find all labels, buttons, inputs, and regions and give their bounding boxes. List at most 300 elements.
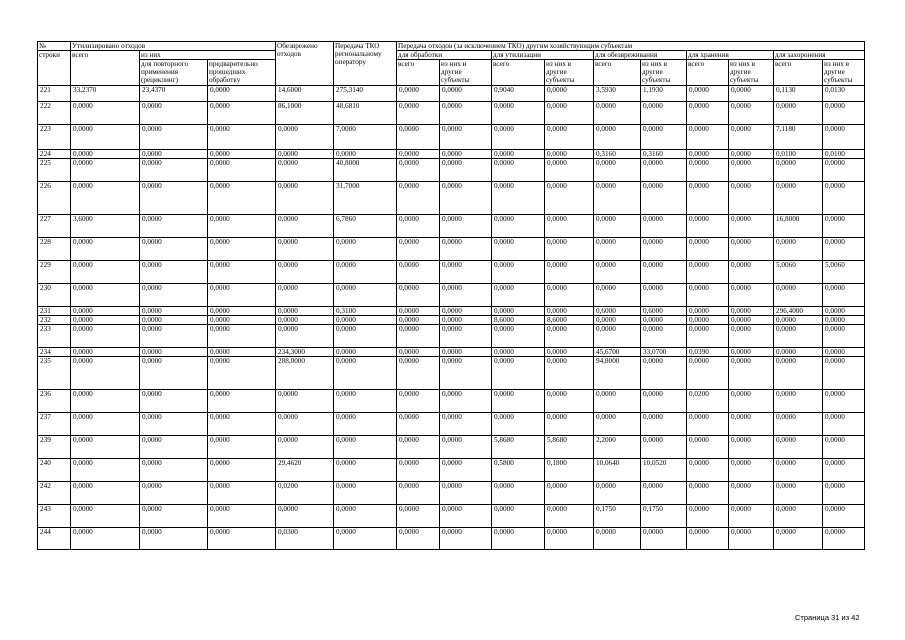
value-cell: 0,0000 — [594, 325, 641, 348]
value-cell: 0,0000 — [492, 159, 545, 182]
value-cell: 8,6000 — [545, 316, 594, 325]
value-cell: 0,0000 — [823, 348, 865, 357]
value-cell: 0,0000 — [334, 357, 397, 390]
value-cell: 0,0000 — [71, 125, 140, 150]
value-cell: 0,0000 — [492, 413, 545, 436]
table-row — [38, 390, 865, 413]
value-cell: 0,0000 — [276, 307, 334, 316]
value-cell: 0,0000 — [492, 261, 545, 284]
value-cell: 0,0000 — [774, 436, 823, 459]
value-cell: 0,0000 — [687, 261, 729, 284]
value-cell: 5,0060 — [823, 261, 865, 284]
value-cell: 0,0000 — [397, 436, 440, 459]
value-cell: 0,0000 — [208, 102, 276, 125]
value-cell: 0,0000 — [774, 459, 823, 482]
header-processing-of: из них и другие субъекты — [440, 60, 492, 86]
value-cell: 0,0000 — [774, 413, 823, 436]
value-cell: 0,0000 — [334, 238, 397, 261]
row-code-cell: 223 — [38, 125, 71, 150]
value-cell: 0,0000 — [208, 238, 276, 261]
value-cell: 0,0000 — [71, 390, 140, 413]
value-cell: 296,4000 — [774, 307, 823, 316]
value-cell: 0,0000 — [276, 182, 334, 215]
value-cell: 33,0700 — [641, 348, 687, 357]
value-cell: 0,0000 — [641, 325, 687, 348]
value-cell: 0,0000 — [208, 86, 276, 102]
value-cell: 0,0000 — [545, 238, 594, 261]
value-cell: 0,0000 — [641, 390, 687, 413]
value-cell: 0,0000 — [440, 238, 492, 261]
value-cell: 0,0000 — [729, 215, 774, 238]
value-cell: 0,0000 — [594, 482, 641, 505]
value-cell: 0,0000 — [729, 159, 774, 182]
value-cell: 0,0000 — [71, 357, 140, 390]
value-cell: 0,0000 — [397, 215, 440, 238]
table-row — [38, 159, 865, 182]
table-row — [38, 182, 865, 215]
value-cell: 0,0000 — [208, 413, 276, 436]
value-cell: 0,0000 — [397, 159, 440, 182]
value-cell: 0,0000 — [276, 325, 334, 348]
value-cell: 0,0000 — [140, 307, 208, 316]
value-cell: 0,0000 — [140, 528, 208, 550]
value-cell: 0,0000 — [774, 238, 823, 261]
value-cell: 0,0000 — [687, 482, 729, 505]
value-cell: 0,0000 — [71, 528, 140, 550]
value-cell: 0,0000 — [440, 316, 492, 325]
table-row — [38, 459, 865, 482]
value-cell: 0,0000 — [397, 357, 440, 390]
value-cell: 0,0000 — [687, 325, 729, 348]
value-cell: 275,3140 — [334, 86, 397, 102]
value-cell: 0,0000 — [276, 413, 334, 436]
value-cell: 0,0000 — [492, 182, 545, 215]
value-cell: 0,0000 — [687, 182, 729, 215]
value-cell: 0,0000 — [276, 505, 334, 528]
value-cell: 0,0000 — [641, 436, 687, 459]
value-cell: 0,0000 — [208, 436, 276, 459]
value-cell: 0,0000 — [729, 238, 774, 261]
value-cell: 0,0000 — [208, 307, 276, 316]
header-neutralized: Обезврежено отходов — [276, 42, 334, 86]
value-cell: 0,0000 — [208, 390, 276, 413]
value-cell: 0,0000 — [334, 348, 397, 357]
value-cell: 0,0000 — [641, 357, 687, 390]
table-body — [38, 86, 865, 550]
value-cell: 0,0000 — [823, 159, 865, 182]
value-cell: 0,0000 — [397, 413, 440, 436]
value-cell: 0,0000 — [729, 261, 774, 284]
value-cell: 0,0000 — [687, 316, 729, 325]
value-cell: 0,0000 — [440, 102, 492, 125]
value-cell: 0,0000 — [440, 357, 492, 390]
value-cell: 0,0000 — [729, 505, 774, 528]
value-cell: 0,0000 — [440, 150, 492, 159]
value-cell: 0,0000 — [641, 215, 687, 238]
value-cell: 0,0000 — [687, 86, 729, 102]
value-cell: 0,0000 — [276, 436, 334, 459]
row-code-cell: 224 — [38, 150, 71, 159]
value-cell: 0,0000 — [594, 261, 641, 284]
value-cell: 0,0000 — [545, 505, 594, 528]
value-cell: 0,0000 — [440, 436, 492, 459]
value-cell: 0,0000 — [140, 182, 208, 215]
table-row — [38, 261, 865, 284]
table-row — [38, 307, 865, 316]
row-code-cell: 228 — [38, 238, 71, 261]
value-cell: 0,0000 — [71, 348, 140, 357]
value-cell: 0,0000 — [397, 284, 440, 307]
value-cell: 0,0000 — [823, 459, 865, 482]
value-cell: 0,0000 — [440, 307, 492, 316]
value-cell: 0,0000 — [729, 316, 774, 325]
value-cell: 0,0000 — [208, 482, 276, 505]
value-cell: 0,0000 — [440, 86, 492, 102]
table-row — [38, 284, 865, 307]
value-cell: 0,0390 — [687, 348, 729, 357]
value-cell: 0,0000 — [823, 505, 865, 528]
value-cell: 10,0640 — [594, 459, 641, 482]
value-cell: 0,0000 — [440, 348, 492, 357]
value-cell: 45,6700 — [594, 348, 641, 357]
header-prelim: предварительно прошедших обработку — [208, 60, 276, 86]
value-cell: 0,0000 — [823, 182, 865, 215]
value-cell: 0,0000 — [823, 413, 865, 436]
value-cell: 0,0000 — [641, 316, 687, 325]
value-cell: 0,0000 — [641, 528, 687, 550]
header-processing-total: всего — [397, 60, 440, 86]
value-cell: 0,0000 — [545, 125, 594, 150]
value-cell: 0,0000 — [774, 316, 823, 325]
value-cell: 0,0000 — [71, 238, 140, 261]
value-cell: 0,0000 — [545, 86, 594, 102]
value-cell: 288,0000 — [276, 357, 334, 390]
value-cell: 0,0100 — [823, 150, 865, 159]
value-cell: 0,0200 — [276, 482, 334, 505]
table-row — [38, 125, 865, 150]
value-cell: 0,0000 — [208, 505, 276, 528]
value-cell: 0,0000 — [276, 261, 334, 284]
value-cell: 0,0000 — [641, 482, 687, 505]
value-cell: 0,6000 — [641, 307, 687, 316]
value-cell: 7,1180 — [774, 125, 823, 150]
value-cell: 0,0000 — [545, 482, 594, 505]
value-cell: 0,0000 — [594, 215, 641, 238]
value-cell: 0,0000 — [140, 284, 208, 307]
value-cell: 0,0000 — [823, 307, 865, 316]
value-cell: 0,0000 — [208, 182, 276, 215]
value-cell: 0,0000 — [823, 238, 865, 261]
value-cell: 0,0000 — [687, 284, 729, 307]
value-cell: 0,0000 — [492, 482, 545, 505]
value-cell: 0,0000 — [545, 182, 594, 215]
value-cell: 0,0000 — [208, 215, 276, 238]
row-code-cell: 225 — [38, 159, 71, 182]
row-code-cell: 231 — [38, 307, 71, 316]
value-cell: 0,0000 — [140, 348, 208, 357]
value-cell: 0,0000 — [397, 125, 440, 150]
value-cell: 0,0000 — [140, 261, 208, 284]
header-utilization-of: из них в другие субъекты — [545, 60, 594, 86]
value-cell: 0,0000 — [492, 238, 545, 261]
value-cell: 0,0000 — [440, 505, 492, 528]
value-cell: 0,0000 — [492, 150, 545, 159]
row-code-cell: 243 — [38, 505, 71, 528]
value-cell: 0,0000 — [440, 482, 492, 505]
value-cell: 0,0000 — [545, 390, 594, 413]
value-cell: 0,0000 — [208, 159, 276, 182]
value-cell: 0,0000 — [334, 325, 397, 348]
header-utilized: Утилизировано отходов — [71, 42, 276, 51]
value-cell: 0,5800 — [492, 459, 545, 482]
value-cell: 10,0520 — [641, 459, 687, 482]
value-cell: 0,0000 — [641, 413, 687, 436]
value-cell: 0,0000 — [492, 325, 545, 348]
value-cell: 1,1930 — [641, 86, 687, 102]
value-cell: 0,0000 — [71, 325, 140, 348]
value-cell: 0,0000 — [208, 150, 276, 159]
value-cell: 0,0000 — [208, 348, 276, 357]
value-cell: 0,0000 — [440, 325, 492, 348]
value-cell: 0,0000 — [594, 238, 641, 261]
header-storage-of: из них в другие субъекты — [729, 60, 774, 86]
value-cell: 0,0000 — [545, 159, 594, 182]
value-cell: 0,3160 — [594, 150, 641, 159]
value-cell: 0,0000 — [276, 215, 334, 238]
value-cell: 0,0000 — [729, 284, 774, 307]
value-cell: 7,0000 — [334, 125, 397, 150]
value-cell: 0,0000 — [774, 284, 823, 307]
value-cell: 0,0000 — [545, 261, 594, 284]
value-cell: 0,0000 — [545, 528, 594, 550]
value-cell: 0,0000 — [774, 357, 823, 390]
value-cell: 0,0000 — [71, 182, 140, 215]
value-cell: 0,0000 — [397, 307, 440, 316]
value-cell: 0,0000 — [492, 357, 545, 390]
value-cell: 3,6000 — [71, 215, 140, 238]
value-cell: 0,0000 — [729, 150, 774, 159]
value-cell: 0,0000 — [823, 215, 865, 238]
value-cell: 0,0000 — [71, 436, 140, 459]
value-cell: 0,0000 — [774, 482, 823, 505]
table-row — [38, 102, 865, 125]
header-reuse: для повторного применения (рециклинг) — [140, 60, 208, 86]
value-cell: 0,0000 — [334, 390, 397, 413]
value-cell: 0,0000 — [729, 307, 774, 316]
value-cell: 0,0000 — [729, 413, 774, 436]
value-cell: 0,0000 — [208, 459, 276, 482]
value-cell: 0,0000 — [140, 482, 208, 505]
value-cell: 0,0000 — [492, 390, 545, 413]
value-cell: 0,0000 — [334, 413, 397, 436]
value-cell: 0,0000 — [140, 150, 208, 159]
value-cell: 0,0000 — [823, 325, 865, 348]
value-cell: 0,0000 — [545, 357, 594, 390]
value-cell: 0,0000 — [397, 505, 440, 528]
value-cell: 0,0000 — [334, 505, 397, 528]
header-transfer: Передача отходов (за исключением ТКО) другим хозяйствующим субъектам — [397, 42, 865, 51]
value-cell: 0,0000 — [334, 459, 397, 482]
value-cell: 6,7860 — [334, 215, 397, 238]
value-cell: 0,0000 — [397, 316, 440, 325]
table-row — [38, 357, 865, 390]
value-cell: 0,0000 — [641, 102, 687, 125]
table-row — [38, 86, 865, 102]
value-cell: 0,0000 — [729, 482, 774, 505]
table-row — [38, 348, 865, 357]
row-code-cell: 226 — [38, 182, 71, 215]
value-cell: 0,0000 — [334, 528, 397, 550]
value-cell: 0,0000 — [823, 316, 865, 325]
value-cell: 0,0000 — [276, 150, 334, 159]
value-cell: 0,0000 — [545, 325, 594, 348]
value-cell: 0,0000 — [687, 307, 729, 316]
header-storage-total: всего — [687, 60, 729, 86]
value-cell: 0,9040 — [492, 86, 545, 102]
table-row — [38, 505, 865, 528]
value-cell: 0,0000 — [440, 390, 492, 413]
row-code-cell: 242 — [38, 482, 71, 505]
value-cell: 0,0000 — [440, 261, 492, 284]
value-cell: 0,0000 — [397, 325, 440, 348]
value-cell: 0,1750 — [594, 505, 641, 528]
value-cell: 0,0000 — [729, 86, 774, 102]
value-cell: 0,0000 — [140, 357, 208, 390]
value-cell: 0,0000 — [208, 316, 276, 325]
value-cell: 0,0000 — [492, 505, 545, 528]
value-cell: 0,0000 — [641, 238, 687, 261]
value-cell: 0,0000 — [641, 125, 687, 150]
value-cell: 0,0000 — [687, 102, 729, 125]
value-cell: 14,6000 — [276, 86, 334, 102]
header-burial-of: из них в другие субъекты — [823, 60, 865, 86]
value-cell: 0,0000 — [334, 482, 397, 505]
value-cell: 0,0000 — [545, 348, 594, 357]
value-cell: 0,0000 — [397, 482, 440, 505]
header-num: № — [38, 42, 71, 51]
value-cell: 0,0000 — [545, 150, 594, 159]
value-cell: 48,6810 — [334, 102, 397, 125]
value-cell: 0,0000 — [71, 505, 140, 528]
value-cell: 0,0000 — [276, 390, 334, 413]
value-cell: 0,0000 — [687, 159, 729, 182]
value-cell: 0,0000 — [687, 459, 729, 482]
value-cell: 0,0000 — [594, 125, 641, 150]
value-cell: 0,0000 — [334, 150, 397, 159]
row-code-cell: 232 — [38, 316, 71, 325]
value-cell: 0,0000 — [334, 284, 397, 307]
value-cell: 0,0000 — [71, 159, 140, 182]
value-cell: 0,0000 — [492, 215, 545, 238]
value-cell: 0,0000 — [334, 261, 397, 284]
row-code-cell: 229 — [38, 261, 71, 284]
value-cell: 0,0000 — [492, 528, 545, 550]
row-code-cell: 244 — [38, 528, 71, 550]
value-cell: 0,0000 — [140, 436, 208, 459]
table-row — [38, 215, 865, 238]
value-cell: 2,2000 — [594, 436, 641, 459]
value-cell: 0,0000 — [545, 215, 594, 238]
value-cell: 0,0000 — [440, 215, 492, 238]
header-group-storage: для хранения — [687, 51, 774, 60]
value-cell: 0,0000 — [334, 316, 397, 325]
value-cell: 0,0000 — [440, 284, 492, 307]
value-cell: 0,0000 — [140, 505, 208, 528]
value-cell: 0,0000 — [729, 459, 774, 482]
value-cell: 0,0000 — [594, 159, 641, 182]
value-cell: 0,0000 — [71, 284, 140, 307]
value-cell: 0,0000 — [397, 528, 440, 550]
value-cell: 0,0000 — [140, 413, 208, 436]
value-cell: 0,0000 — [492, 125, 545, 150]
value-cell: 0,0000 — [774, 348, 823, 357]
value-cell: 0,0000 — [729, 102, 774, 125]
value-cell: 0,0000 — [729, 436, 774, 459]
value-cell: 0,0000 — [823, 284, 865, 307]
value-cell: 0,0000 — [545, 413, 594, 436]
value-cell: 0,0100 — [774, 150, 823, 159]
value-cell: 0,0000 — [140, 102, 208, 125]
value-cell: 0,0000 — [276, 159, 334, 182]
value-cell: 0,0000 — [71, 150, 140, 159]
value-cell: 0,0000 — [140, 390, 208, 413]
table-row — [38, 528, 865, 550]
value-cell: 3,5930 — [594, 86, 641, 102]
value-cell: 0,0000 — [397, 182, 440, 215]
value-cell: 94,8000 — [594, 357, 641, 390]
row-code-cell: 222 — [38, 102, 71, 125]
table-row — [38, 325, 865, 348]
value-cell: 0,0000 — [276, 284, 334, 307]
value-cell: 0,0000 — [687, 238, 729, 261]
value-cell: 8,6000 — [492, 316, 545, 325]
value-cell: 0,0000 — [729, 357, 774, 390]
value-cell: 0,0000 — [594, 102, 641, 125]
header-group-burial: для захоронения — [774, 51, 865, 60]
table-row — [38, 482, 865, 505]
value-cell: 0,0000 — [641, 159, 687, 182]
value-cell: 0,0000 — [71, 261, 140, 284]
header-of-them: из них — [140, 51, 276, 60]
row-code-cell: 234 — [38, 348, 71, 357]
value-cell: 0,0000 — [729, 390, 774, 413]
header-tko: Передача ТКО региональному оператору — [334, 42, 397, 86]
value-cell: 0,0000 — [440, 159, 492, 182]
row-code-cell: 240 — [38, 459, 71, 482]
value-cell: 5,8680 — [545, 436, 594, 459]
value-cell: 0,0000 — [440, 528, 492, 550]
value-cell: 0,0000 — [397, 261, 440, 284]
header-row: строки — [38, 51, 71, 86]
value-cell: 0,6000 — [594, 307, 641, 316]
value-cell: 0,0000 — [140, 125, 208, 150]
value-cell: 0,0000 — [823, 125, 865, 150]
value-cell: 86,1000 — [276, 102, 334, 125]
value-cell: 0,0000 — [208, 284, 276, 307]
row-code-cell: 227 — [38, 215, 71, 238]
value-cell: 0,0000 — [545, 102, 594, 125]
value-cell: 0,0000 — [774, 325, 823, 348]
row-code-cell: 235 — [38, 357, 71, 390]
value-cell: 0,0000 — [492, 284, 545, 307]
header-group-utilization: для утилизации — [492, 51, 594, 60]
value-cell: 0,0130 — [823, 86, 865, 102]
row-code-cell: 239 — [38, 436, 71, 459]
value-cell: 29,4620 — [276, 459, 334, 482]
value-cell: 0,0000 — [140, 325, 208, 348]
value-cell: 0,0000 — [687, 505, 729, 528]
header-neutralization-total: всего — [594, 60, 641, 86]
